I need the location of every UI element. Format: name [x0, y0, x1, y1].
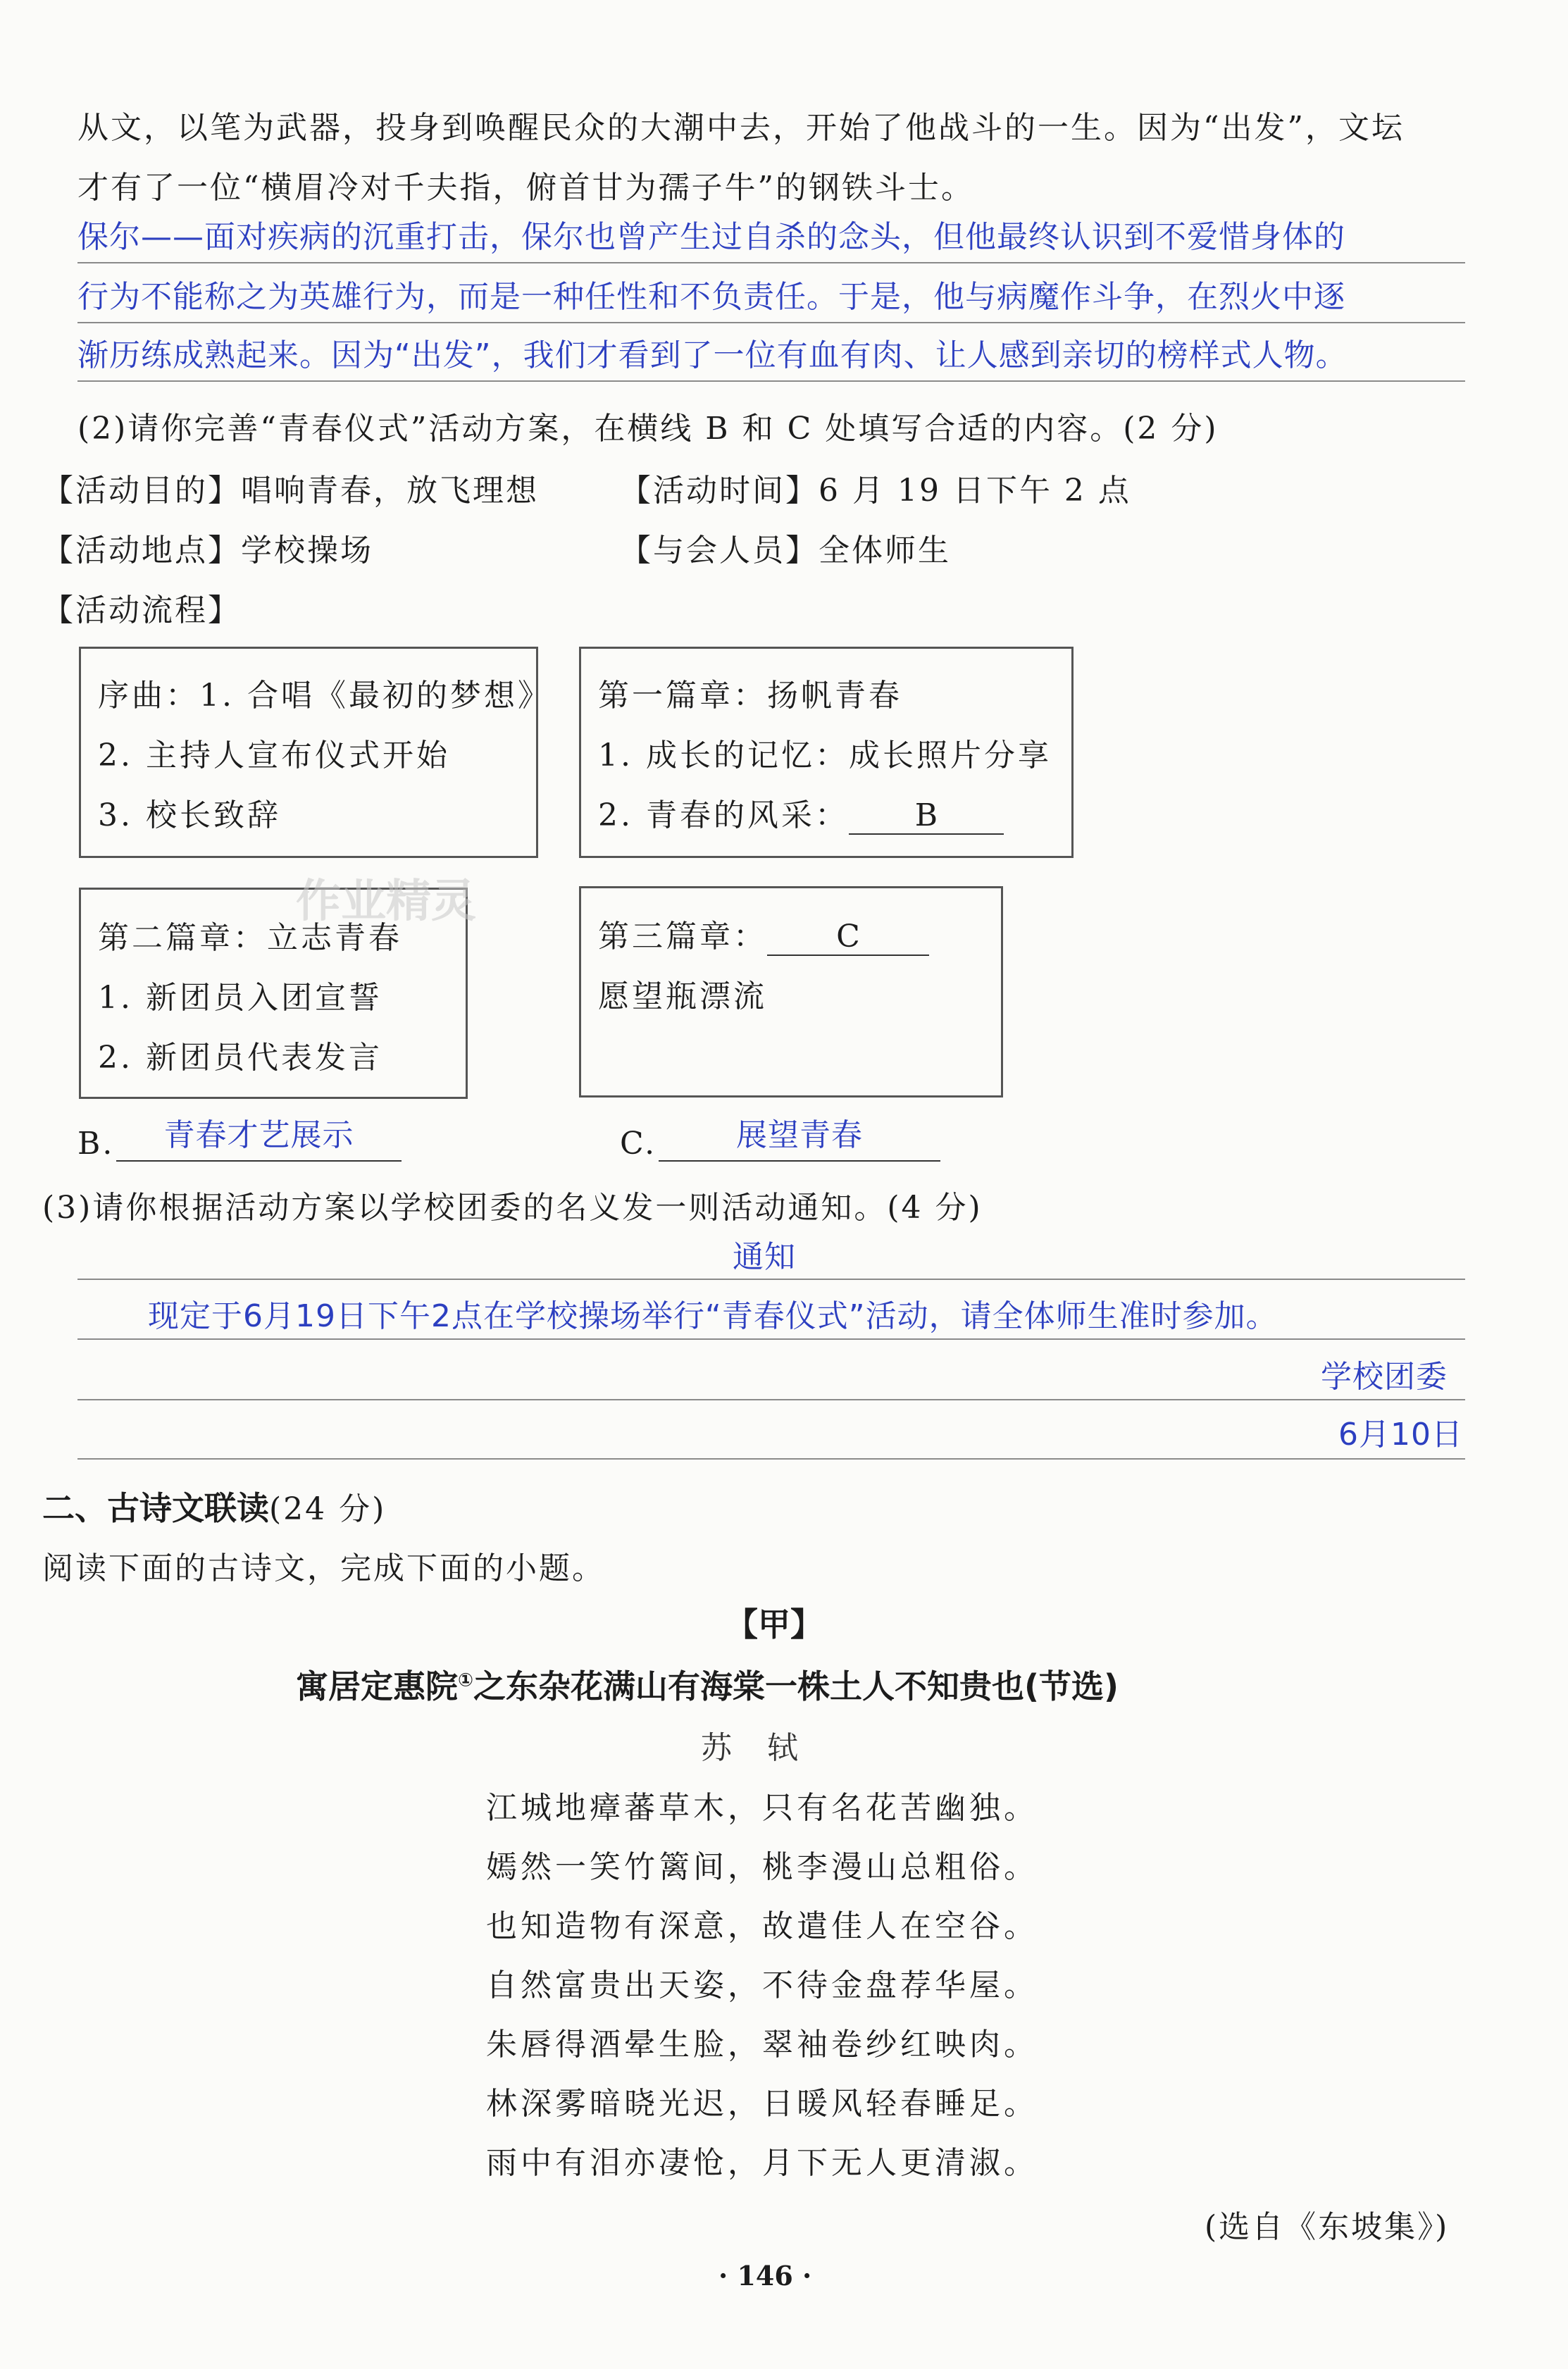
- blank-b: B: [849, 797, 1004, 835]
- chapter2-line-2: 1. 新团员入团宣誓: [98, 980, 382, 1016]
- poem-line: 也知造物有深意，故遣佳人在空谷。: [486, 1908, 1038, 1944]
- chapter3-line-1: 第三篇章：: [598, 919, 767, 955]
- plan-attendees: 【与会人员】全体师生: [620, 533, 951, 568]
- poem-author: 苏 轼: [701, 1730, 800, 1766]
- poem-title-rest: 之东杂花满山有海棠一株土人不知贵也(节选): [473, 1667, 1119, 1705]
- chapter1-line-1: 第一篇章：扬帆青春: [598, 678, 902, 714]
- poem-source: (选自《东坡集》): [1205, 2209, 1450, 2245]
- notice-signer: 学校团委: [1321, 1359, 1448, 1395]
- blank-c: C: [767, 919, 929, 956]
- poem-line: 雨中有泪亦凄怆，月下无人更清淑。: [486, 2145, 1038, 2181]
- question-3: (3)请你根据活动方案以学校团委的名义发一则活动通知。(4 分): [42, 1190, 983, 1226]
- poem-line: 江城地瘴蕃草木，只有名花苦幽独。: [486, 1790, 1038, 1826]
- poem-line: 朱唇得酒晕生脸，翠袖卷纱红映肉。: [486, 2027, 1038, 2063]
- chapter1-line-2: 1. 成长的记忆：成长照片分享: [598, 738, 1052, 773]
- watermark: 作业精灵: [296, 876, 476, 928]
- chapter2-line-1: 第二篇章：立志青春: [98, 920, 402, 956]
- answer-rule: [77, 322, 1465, 323]
- notice-date: 6月10日: [1338, 1417, 1463, 1453]
- question-2: (2)请你完善“青春仪式”活动方案，在横线 B 和 C 处填写合适的内容。(2 分): [77, 411, 1219, 447]
- chapter3-box: [579, 886, 1003, 1098]
- notice-rule: [77, 1338, 1465, 1340]
- plan-purpose: 【活动目的】唱响青春，放飞理想: [42, 473, 539, 509]
- answer-rule: [77, 262, 1465, 263]
- notice-body: 现定于6月19日下午2点在学校操场举行“青春仪式”活动，请全体师生准时参加。: [148, 1298, 1278, 1334]
- chapter3-line-2: 愿望瓶漂流: [598, 978, 767, 1014]
- b-label: B.: [77, 1126, 115, 1162]
- poem-line: 林深雾暗晓光迟，日暖风轻春睡足。: [486, 2086, 1038, 2122]
- answer1-line-3: 渐历练成熟起来。因为“出发”，我们才看到了一位有血有肉、让人感到亲切的榜样式人物。: [77, 337, 1348, 373]
- prelude-line-3: 3. 校长致辞: [98, 797, 281, 833]
- prelude-line-2: 2. 主持人宣布仪式开始: [98, 738, 450, 773]
- notice-rule: [77, 1399, 1465, 1400]
- notice-rule: [77, 1458, 1465, 1460]
- section2-heading: 二、古诗文联读: [42, 1489, 269, 1527]
- prelude-line-1: 序曲：1. 合唱《最初的梦想》: [98, 678, 552, 714]
- b-answer: 青春才艺展示: [116, 1109, 402, 1162]
- notice-title: 通知: [733, 1239, 796, 1275]
- plan-place: 【活动地点】学校操场: [42, 533, 373, 568]
- poem-line: 嫣然一笑竹篱间，桃李漫山总粗俗。: [486, 1849, 1038, 1885]
- footnote-mark: ①: [458, 1670, 474, 1691]
- answer1-line-1: 保尔——面对疾病的沉重打击，保尔也曾产生过自杀的念头，但他最终认识到不爱惜身体的: [77, 219, 1345, 255]
- section2-instruction: 阅读下面的古诗文，完成下面的小题。: [42, 1550, 605, 1586]
- intro-line-2: 才有了一位“横眉冷对千夫指，俯首甘为孺子牛”的钢铁斗士。: [77, 170, 974, 206]
- jia-label: 【甲】: [726, 1605, 823, 1643]
- chapter2-line-3: 2. 新团员代表发言: [98, 1040, 382, 1076]
- c-answer: 展望青春: [659, 1109, 940, 1162]
- notice-rule: [77, 1279, 1465, 1280]
- chapter1-line-3: 2. 青春的风采：: [598, 797, 849, 833]
- section2-score: (24 分): [269, 1491, 387, 1527]
- c-label: C.: [620, 1126, 657, 1162]
- intro-line-1: 从文，以笔为武器，投身到唤醒民众的大潮中去，开始了他战斗的一生。因为“出发”，文坛: [77, 110, 1405, 146]
- poem-title: 寓居定惠院: [296, 1667, 458, 1705]
- page-number: · 146 ·: [718, 2260, 812, 2292]
- chapter1-box: [579, 647, 1074, 858]
- plan-flow-label: 【活动流程】: [42, 592, 241, 628]
- plan-time: 【活动时间】6 月 19 日下午 2 点: [620, 473, 1131, 509]
- answer-rule: [77, 380, 1465, 382]
- prelude-box: [79, 647, 552, 858]
- answer1-line-2: 行为不能称之为英雄行为，而是一种任性和不负责任。于是，他与病魔作斗争，在烈火中逐: [77, 279, 1345, 315]
- poem-line: 自然富贵出天姿，不待金盘荐华屋。: [486, 1967, 1038, 2003]
